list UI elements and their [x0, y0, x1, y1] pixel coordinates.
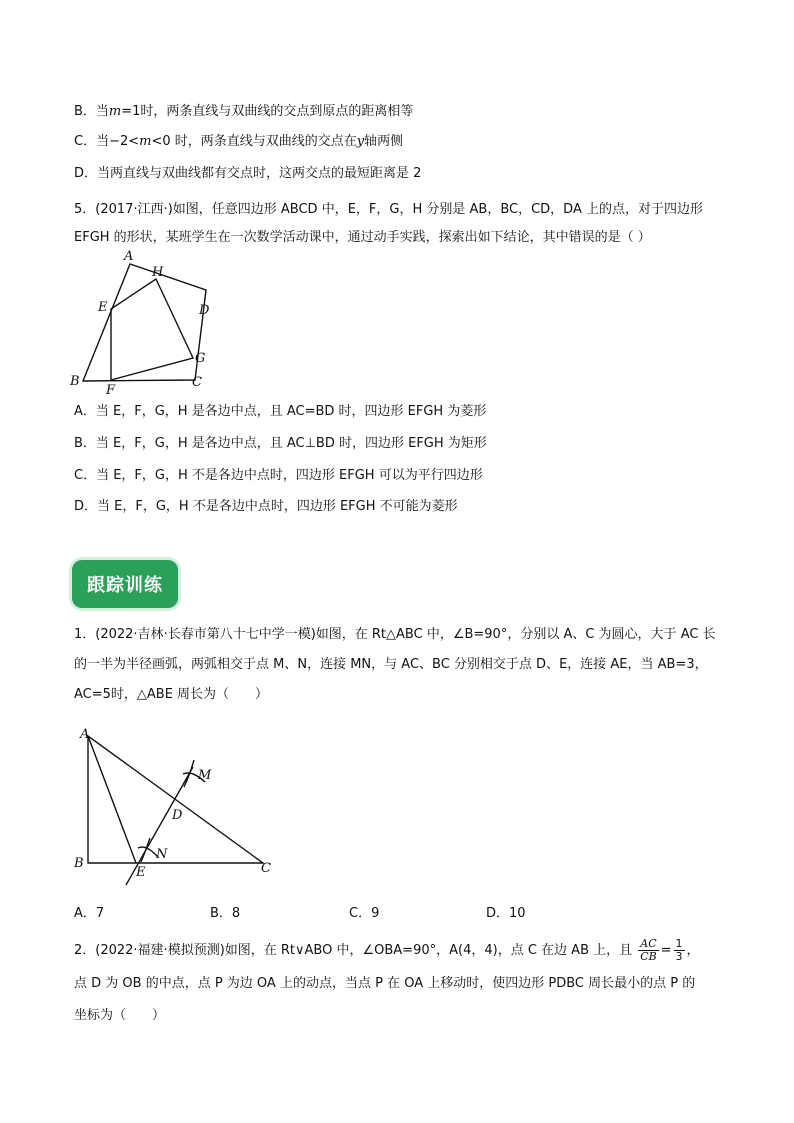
label-e: E — [98, 300, 108, 315]
label-b: B — [74, 856, 84, 871]
fraction-ac-cb: $\frac{AC}{CB}$ — [640, 937, 657, 963]
t1-stem: 1．(2022·吉林·长春市第八十七中学一模)如图，在 Rt△ABC 中，∠B=90°，分别以 A、C 为圆心，大于 AC 长的一半为半径画弧，两弧相交于点 M、N，连接 MN，与 AC、BC 分别相交于点 D、E，连接 AE，当 AB=3，AC=5时，△ABE 周长为（ ） — [74, 627, 716, 702]
q4-option-b: B．当m=1时，两条直线与双曲线的交点到原点的距离相等 — [74, 104, 414, 119]
label-e: E — [136, 865, 146, 880]
label-f: F — [106, 383, 116, 398]
label-m: M — [198, 768, 212, 783]
label-h: H — [152, 265, 164, 280]
t1-option-b: B．8 — [210, 906, 241, 921]
label-d: D — [199, 303, 210, 318]
arc-n-1 — [138, 847, 158, 857]
t2-line-1: 2．(2022·福建·模拟预测)如图，在 Rt∨ABO 中，∠OBA=90°，A(4，4)，点 C 在边 AB 上，且 $\frac{AC}{CB}$ = $\frac{1}{3}$ ， — [74, 937, 700, 963]
t1-option-c: C．9 — [349, 906, 380, 921]
t1-option-d: D．10 — [486, 906, 526, 921]
triangle-abc — [88, 736, 263, 863]
q4-option-d: D．当两直线与双曲线都有交点时，这两交点的最短距离是 2 — [74, 166, 422, 181]
q5-option-b: B．当 E，F，G，H 是各边中点，且 AC⊥BD 时，四边形 EFGH 为矩形 — [74, 436, 487, 451]
segment-ae — [88, 736, 136, 863]
label-g: G — [195, 351, 206, 366]
fraction-one-third: $\frac{1}{3}$ — [675, 937, 683, 963]
q5-option-d: D．当 E，F，G，H 不是各边中点时，四边形 EFGH 不可能为菱形 — [74, 499, 458, 514]
label-n: N — [156, 847, 168, 862]
t2-line-3: 坐标为（ ） — [74, 1008, 166, 1023]
label-c: C — [261, 861, 271, 876]
label-c: C — [192, 375, 202, 390]
label-d: D — [172, 808, 183, 823]
arc-n-2 — [141, 838, 150, 862]
q5-figure — [64, 248, 224, 398]
t1-option-a: A．7 — [74, 906, 105, 921]
section-badge: 跟踪训练 — [72, 560, 178, 608]
label-a: A — [124, 249, 134, 264]
q5-option-a: A．当 E，F，G，H 是各边中点，且 AC=BD 时，四边形 EFGH 为菱形 — [74, 404, 487, 419]
quadrilateral-efgh — [111, 279, 193, 380]
q5-option-c: C．当 E，F，G，H 不是各边中点时，四边形 EFGH 可以为平行四边形 — [74, 468, 483, 483]
q4-option-c: C．当−2<m<0 时，两条直线与双曲线的交点在y轴两侧 — [74, 134, 404, 149]
t1-figure — [70, 722, 280, 892]
t2-line-2: 点 D 为 OB 的中点，点 P 为边 OA 上的动点，当点 P 在 OA 上移动时，使四边形 PDBC 周长最小的点 P 的 — [74, 976, 696, 991]
quadrilateral-abcd — [83, 264, 206, 381]
q5-stem: 5．(2017·江西·)如图，任意四边形 ABCD 中，E，F，G，H 分别是 AB，BC，CD，DA 上的点，对于四边形 EFGH 的形状，某班学生在一次数学活动课中，通过动手实践，探索出如下结论，其中错误的是（ ） — [74, 202, 703, 245]
label-b: B — [70, 374, 80, 389]
label-a: A — [80, 727, 90, 742]
